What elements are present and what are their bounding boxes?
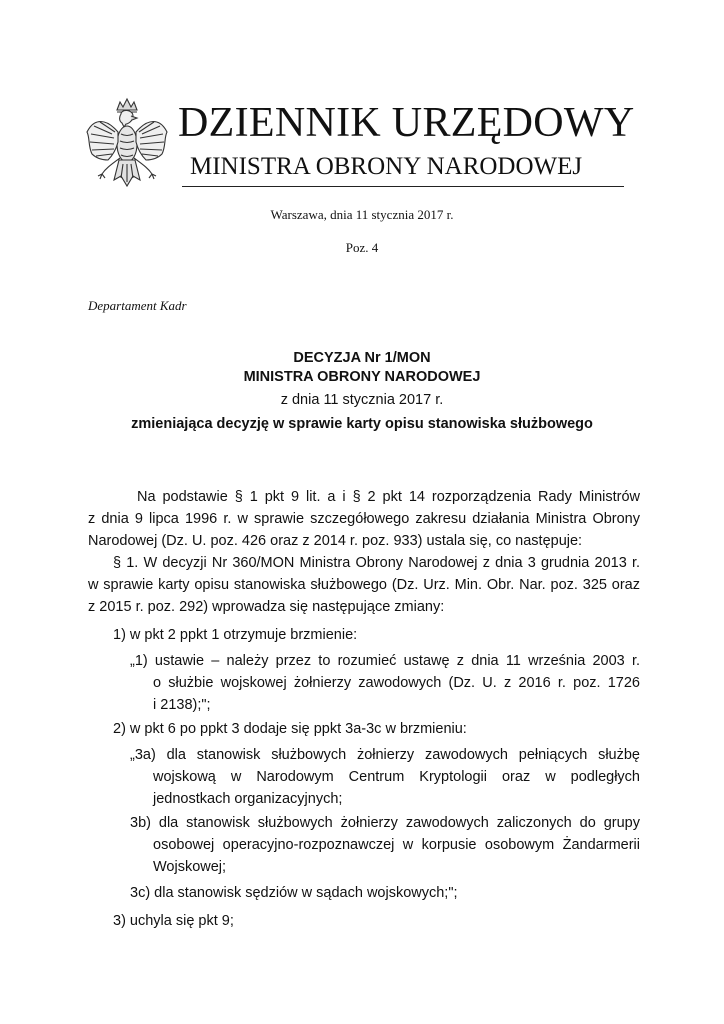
quote-line: o służbie wojskowej żołnierzy zawodowych (Dz. U. z 2016 r. poz. 1726 bbox=[153, 675, 640, 691]
journal-title: DZIENNIK URZĘDOWY bbox=[178, 100, 635, 146]
amendment-item-3: 3) uchyla się pkt 9; bbox=[113, 913, 234, 929]
eagle-emblem-icon bbox=[84, 96, 170, 192]
point-3b-line: 3b) dla stanowisk służbowych żołnierzy zawodowych zaliczonych do grupy bbox=[130, 815, 640, 831]
decision-issuer: MINISTRA OBRONY NARODOWEJ bbox=[243, 369, 481, 385]
decision-subject: zmieniająca decyzję w sprawie karty opisu stanowiska służbowego bbox=[131, 416, 593, 432]
point-3a-line: „3a) dla stanowisk służbowych żołnierzy zawodowych pełniących służbę bbox=[130, 747, 640, 763]
basis-line: z dnia 9 lipca 1996 r. w sprawie szczegółowego zakresu działania Ministra Obrony bbox=[88, 511, 640, 527]
decision-date: z dnia 11 stycznia 2017 r. bbox=[280, 392, 444, 408]
point-3a-line: jednostkach organizacyjnych; bbox=[153, 791, 343, 807]
point-3b-line: Wojskowej; bbox=[153, 859, 227, 875]
department-name: Departament Kadr bbox=[88, 298, 187, 313]
point-3a-line: wojskową w Narodowym Centrum Kryptologii oraz w podległych bbox=[153, 769, 640, 785]
basis-line: Na podstawie § 1 pkt 9 lit. a i § 2 pkt 14 rozporządzenia Rady Ministrów bbox=[137, 489, 640, 505]
quote-line: „1) ustawie – należy przez to rozumieć ustawę z dnia 11 września 2003 r. bbox=[130, 653, 640, 669]
position-number: Poz. 4 bbox=[345, 240, 379, 255]
decision-title: DECYZJA Nr 1/MON bbox=[293, 350, 431, 366]
amendment-item-2: 2) w pkt 6 po ppkt 3 dodaje się ppkt 3a-3c w brzmieniu: bbox=[113, 721, 467, 737]
section-line: § 1. W decyzji Nr 360/MON Ministra Obrony Narodowej z dnia 3 grudnia 2013 r. bbox=[113, 555, 640, 571]
quote-line: i 2138);"; bbox=[153, 697, 211, 713]
section-line: z 2015 r. poz. 292) wprowadza się następujące zmiany: bbox=[88, 599, 445, 615]
point-3c-line: 3c) dla stanowisk sędziów w sądach wojskowych;"; bbox=[130, 885, 458, 901]
publication-date: Warszawa, dnia 11 stycznia 2017 r. bbox=[270, 207, 454, 222]
section-line: w sprawie karty opisu stanowiska służbowego (Dz. Urz. Min. Obr. Nar. poz. 325 oraz bbox=[88, 577, 640, 593]
header-rule bbox=[182, 186, 624, 187]
basis-line: Narodowej (Dz. U. poz. 426 oraz z 2014 r. poz. 933) ustala się, co następuje: bbox=[88, 533, 583, 549]
journal-subtitle: MINISTRA OBRONY NARODOWEJ bbox=[190, 153, 583, 180]
amendment-item-1: 1) w pkt 2 ppkt 1 otrzymuje brzmienie: bbox=[113, 627, 358, 643]
point-3b-line: osobowej operacyjno-rozpoznawczej w korpusie osobowym Żandarmerii bbox=[153, 837, 640, 853]
